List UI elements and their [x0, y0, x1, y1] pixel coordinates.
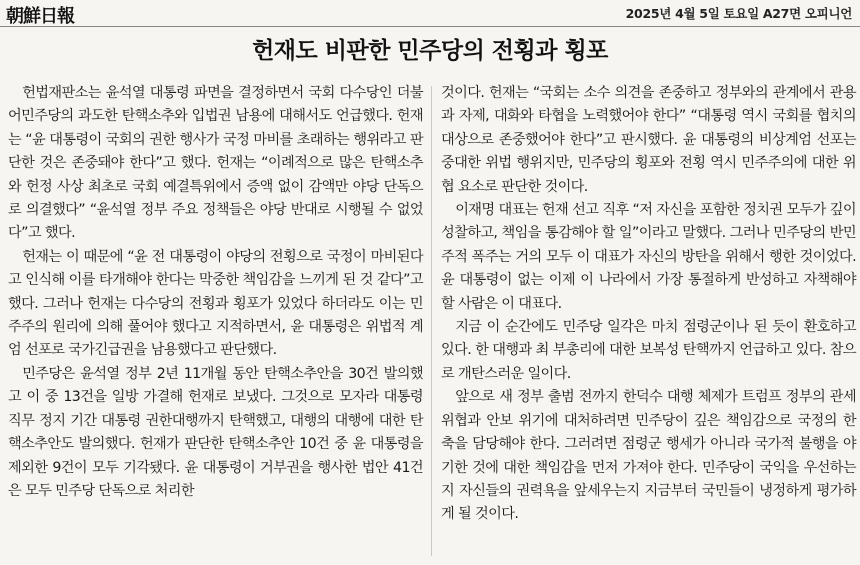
article-column-right: [441, 82, 856, 527]
column-divider: [431, 86, 432, 556]
article-paragraph: 지금 이 순간에도 민주당 일각은 마치 점령군이나 된 듯이 환호하고 있다. 한 대행과 최 부총리에 대한 보복성 탄핵까지 언급하고 있다. 참으로 개탄스러운 일이다.: [441, 319, 856, 382]
editorial-headline: 헌재도 비판한 민주당의 전횡과 횡포: [252, 38, 608, 64]
article-paragraph: 민주당은 윤석열 정부 2년 11개월 동안 탄핵소추안을 30건 발의했고 이 중 13건을 일방 가결해 헌재로 보냈다. 그것으로 모자라 대통령 직무 정지 기간 대통령 권한대행까지 탄핵했고, 대행의 대행에 대한 탄핵소추안도 발의했다. 헌재가 판단한 탄핵소추안 10건 중 윤 대통령을 제외한 9건이 모두 기각됐다. 윤 대통령이 거부권을 행사한 법안 41건은 모두 민주당 단독으로 처리한: [8, 365, 423, 499]
article-paragraph: 이재명 대표는 헌재 선고 직후 “저 자신을 포함한 정치권 모두가 깊이 성찰하고, 책임을 통감해야 할 일”이라고 말했다. 그러나 민주당의 반민주적 폭주는 거의 모두 이 대표가 자신의 방탄을 위해서 행한 것이었다. 윤 대통령이 없는 이제 이 나라에서 가장 통절하게 반성하고 자책해야 할 사람은 이 대표다.: [441, 202, 856, 312]
article-paragraph: 헌재는 이 때문에 “윤 전 대통령이 야당의 전횡으로 국정이 마비된다고 인식해 이를 타개해야 한다는 막중한 책임감을 느끼게 된 것 같다”고 했다. 그러나 헌재는 다수당의 전횡과 횡포가 있었다 하더라도 이는 민주주의 원리에 의해 풀어야 했다고 지적하면서, 윤 대통령은 위법적 계엄 선포로 국가긴급권을 남용했다고 판단했다.: [8, 248, 423, 359]
article-paragraph: 앞으로 새 정부 출범 전까지 한덕수 대행 체제가 트럼프 정부의 관세 위협과 안보 위기에 대처하려면 민주당이 깊은 책임감으로 국정의 한 축을 담당해야 한다. 그러려면 점령군 행세가 아니라 국가적 불행을 야기한 것에 대한 책임감을 먼저 가져야 한다. 민주당이 국익을 우선하는지 자신들의 권력욕을 앞세우는지 지금부터 국민들이 냉정하게 평가하게 될 것이다.: [441, 389, 856, 523]
publication-dateline: 2025년 4월 5일 토요일 A27면 오피니언: [625, 6, 852, 21]
newspaper-masthead: 朝鮮日報: [6, 6, 74, 27]
article-paragraph-continued: 것이다. 헌재는 “국회는 소수 의견을 존중하고 정부와의 관계에서 관용과 자제, 대화와 타협을 노력했어야 한다” “대통령 역시 국회를 협치의 대상으로 존중했어야 한다”고 판시했다. 윤 대통령의 비상계엄 선포는 중대한 위법 행위지만, 민주당의 횡포와 전횡 역시 민주주의에 대한 위협 요소로 판단한 것이다.: [441, 85, 856, 195]
article-column-left: [8, 82, 423, 503]
article-paragraph: 헌법재판소는 윤석열 대통령 파면을 결정하면서 국회 다수당인 더불어민주당의 과도한 탄핵소추와 입법권 남용에 대해서도 언급했다. 헌재는 “윤 대통령이 국회의 권한 행사가 국정 마비를 초래하는 행위라고 판단한 것은 존중돼야 한다”고 했다. 헌재는 “이례적으로 많은 탄핵소추와 헌정 사상 최초로 국회 예결특위에서 증액 없이 감액만 야당 단독으로 의결했다” “윤석열 정부 주요 정책들은 야당 반대로 시행될 수 없었다”고 했다.: [8, 85, 423, 242]
newspaper-header: [0, 0, 860, 27]
